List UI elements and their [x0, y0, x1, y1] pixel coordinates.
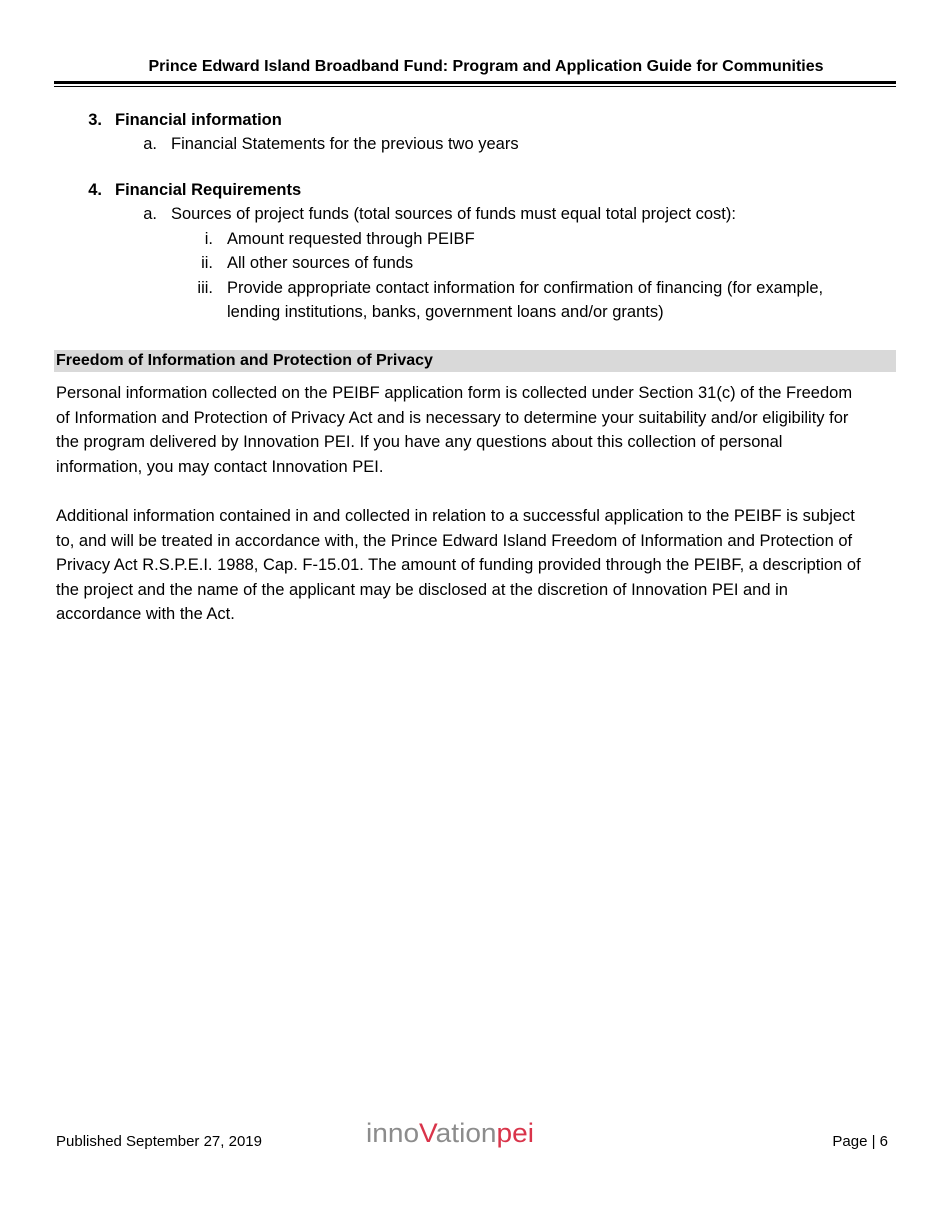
footer-published-date: Published September 27, 2019: [56, 1133, 262, 1150]
logo-text-v: V: [419, 1118, 436, 1148]
list-text: Provide appropriate contact information for confirmation of financing (for example,: [227, 279, 824, 297]
privacy-paragraph-1: [56, 381, 906, 479]
paragraph-line: Personal information collected on the PEIBF application form is collected under Section 31(c) of the Freedom: [56, 384, 853, 402]
privacy-paragraph-2: [56, 504, 906, 627]
page-header-title: Prince Edward Island Broadband Fund: Program and Application Guide for Communities: [148, 58, 824, 75]
list-text: Sources of project funds (total sources of funds must equal total project cost):: [171, 205, 736, 223]
section-heading-bar: [54, 350, 896, 372]
paragraph-line: Additional information contained in and collected in relation to a successful application to the PEIBF is subject: [56, 507, 855, 525]
list-text: lending institutions, banks, government loans and/or grants): [227, 303, 664, 321]
list-text: Amount requested through PEIBF: [227, 230, 475, 248]
paragraph-line: to, and will be treated in accordance with, the Prince Edward Island Freedom of Information and Protection of: [56, 531, 853, 550]
list-marker: a.: [143, 135, 157, 153]
list-marker: iii.: [197, 279, 213, 297]
list-marker: i.: [204, 230, 213, 248]
paragraph-line: the project and the name of the applicant may be disclosed at the discretion of Innovation PEI and in: [56, 580, 788, 599]
paragraph-line: information, you may contact Innovation PEI.: [56, 457, 384, 476]
header-rule-thin: [54, 86, 896, 87]
paragraph-line: accordance with the Act.: [56, 605, 235, 624]
list-marker: ii.: [201, 254, 213, 272]
list-text-continuation: [227, 302, 664, 322]
list-title: Financial Requirements: [115, 181, 302, 199]
list-number: 3.: [88, 111, 102, 129]
list-marker: a.: [143, 205, 157, 223]
paragraph-line: of Information and Protection of Privacy Act and is necessary to determine your suitability and/or eligibility for: [56, 408, 849, 427]
list-text: Financial Statements for the previous two years: [171, 135, 519, 153]
list-number: 4.: [88, 181, 102, 199]
logo-text-pei: pei: [496, 1118, 533, 1148]
section-heading: Freedom of Information and Protection of Privacy: [56, 352, 433, 369]
footer-page-number: Page | 6: [832, 1133, 888, 1150]
list-text: All other sources of funds: [227, 254, 414, 272]
paragraph-line: Privacy Act R.S.P.E.I. 1988, Cap. F-15.01. The amount of funding provided through the PEIBF, a description of: [56, 556, 861, 575]
paragraph-line: the program delivered by Innovation PEI. If you have any questions about this collection of personal: [56, 433, 783, 452]
svg-text:innoVationpei: [366, 1118, 534, 1148]
logo-text-inno: inno: [366, 1118, 418, 1148]
list-title: Financial information: [115, 111, 282, 129]
innovation-pei-logo: [366, 1113, 536, 1153]
logo-text-ation: ation: [435, 1118, 495, 1148]
header-rule-thick: [54, 81, 896, 84]
